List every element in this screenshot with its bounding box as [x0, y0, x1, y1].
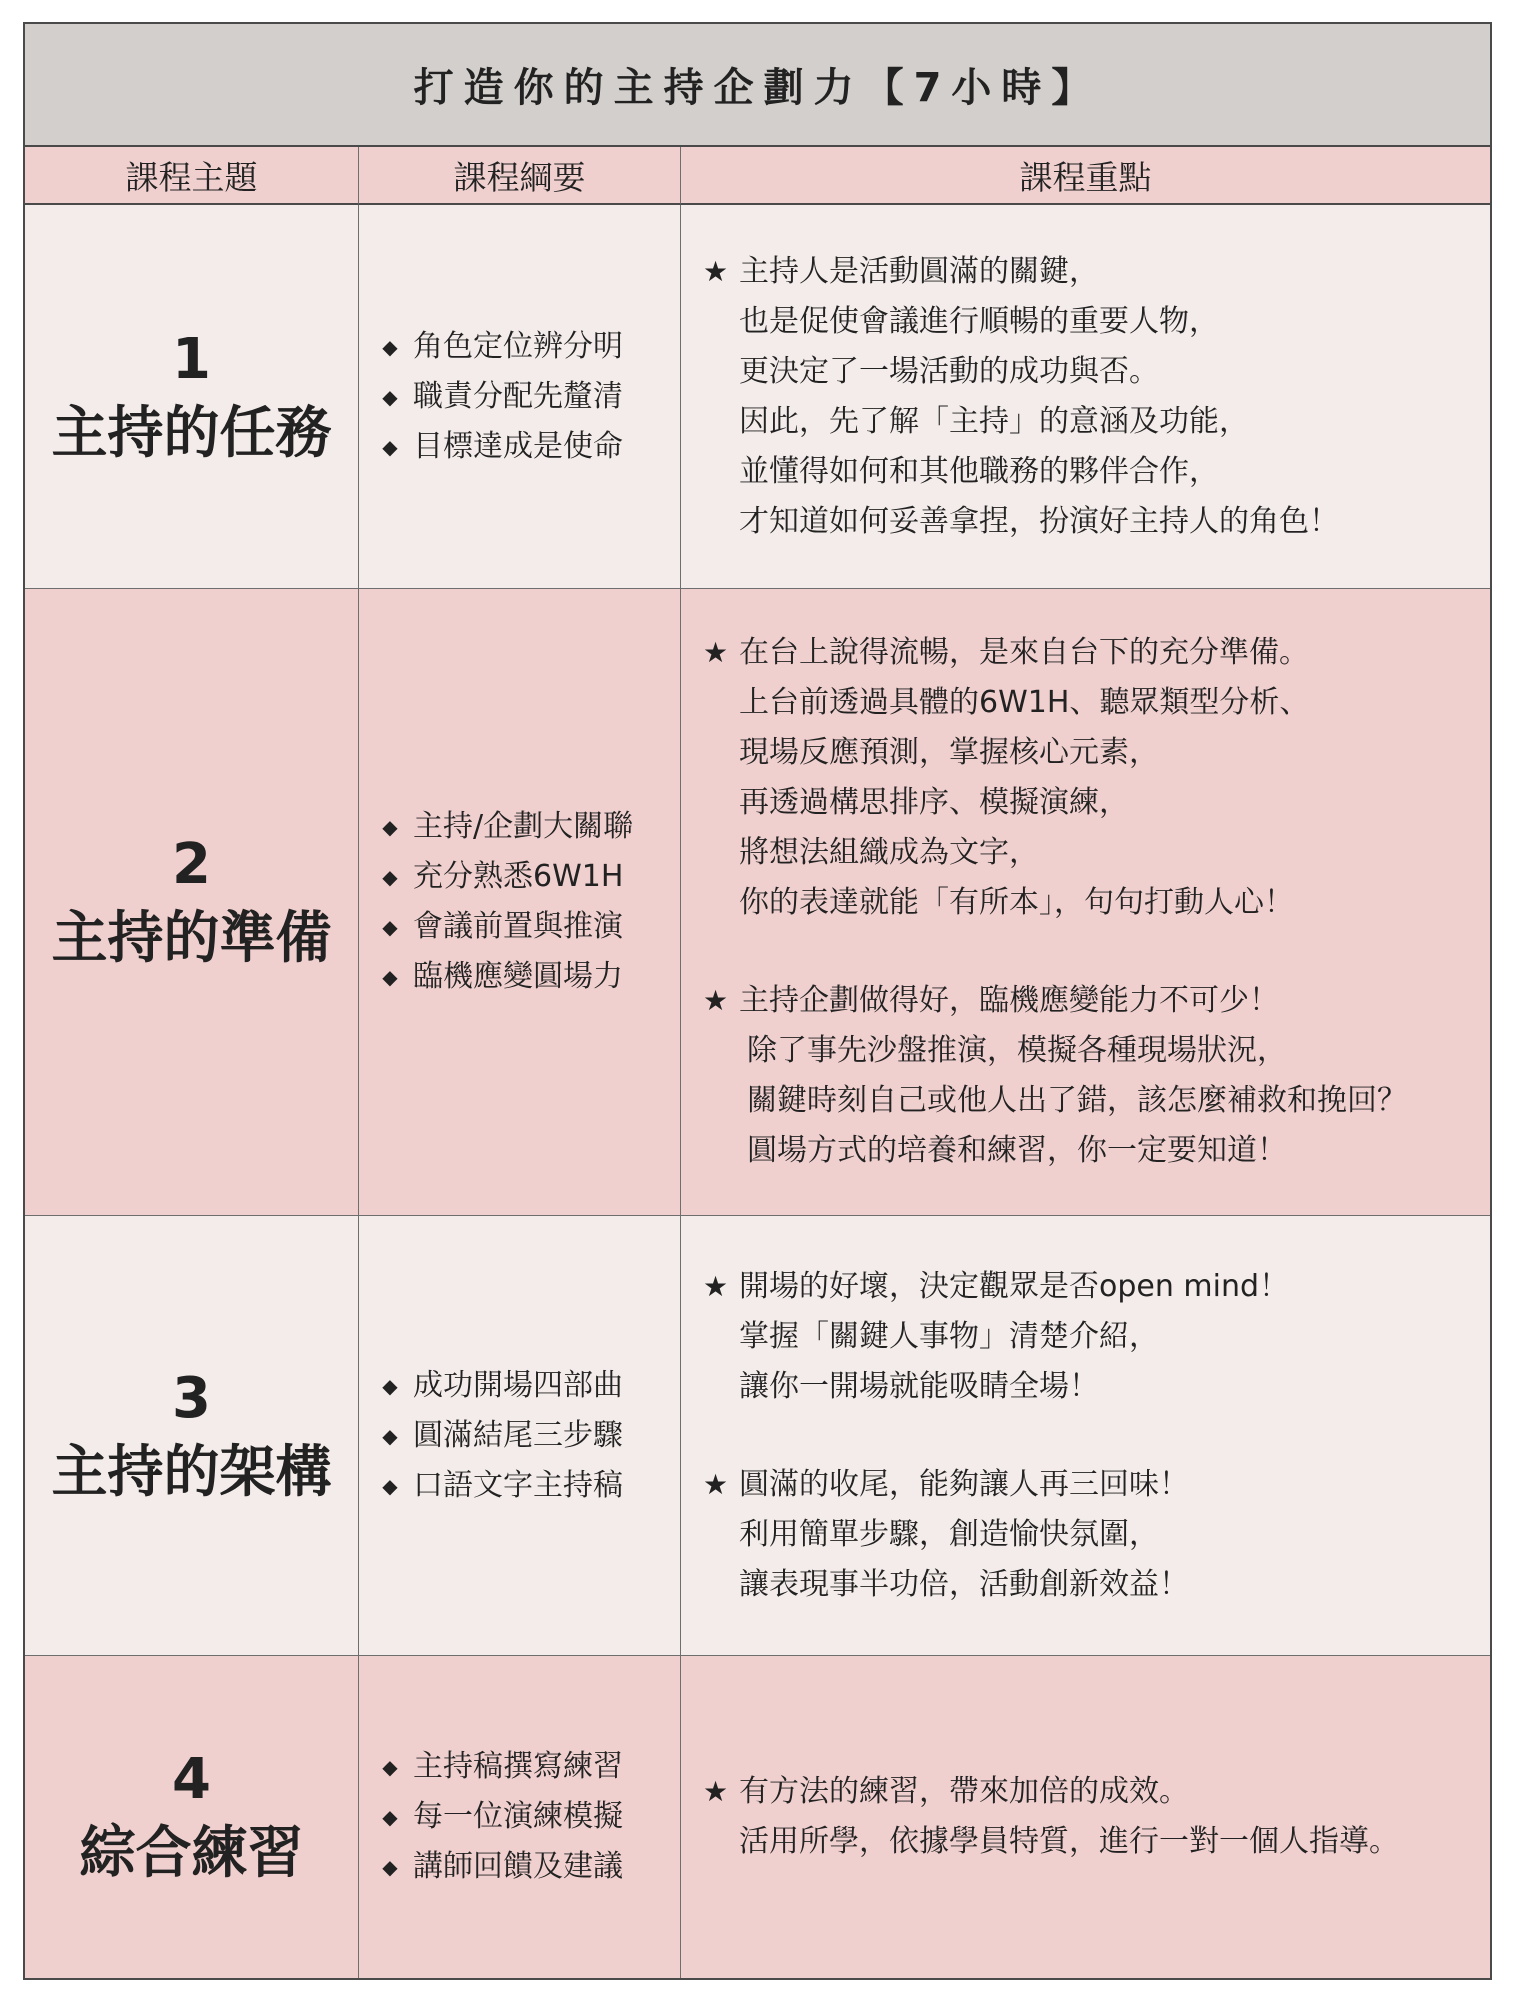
point-line [703, 976, 1490, 1026]
diamond-bullet-icon: ◆ [382, 334, 398, 359]
outline-list [381, 322, 680, 472]
outline-item-text: 職責分配先釐清 [413, 378, 623, 414]
outline-item [381, 372, 680, 422]
outline-item [381, 1842, 680, 1892]
outline-list [381, 802, 680, 1002]
point-text: 主持人是活動圓滿的關鍵， [739, 253, 1099, 289]
outline-item-text: 主持稿撰寫練習 [413, 1749, 623, 1784]
point-line [703, 1460, 1490, 1510]
outline-item [381, 802, 680, 852]
outline-cell [359, 205, 681, 589]
diamond-bullet-icon: ◆ [382, 1755, 398, 1779]
outline-item [381, 322, 680, 372]
star-icon: ★ [703, 636, 729, 669]
topic-name: 主持的準備 [51, 906, 332, 971]
point-block [703, 976, 1490, 1176]
point-line: 讓表現事半功倍，活動創新效益！ [739, 1566, 1189, 1602]
outline-item [381, 1411, 680, 1461]
outline-item-text: 口語文字主持稿 [413, 1467, 623, 1503]
outline-cell [359, 1216, 681, 1656]
outline-list [381, 1742, 680, 1892]
diamond-bullet-icon: ◆ [382, 1373, 398, 1398]
point-line: 並懂得如何和其他職務的夥伴合作， [739, 453, 1219, 489]
topic-number: 4 [172, 1747, 211, 1812]
topic-number: 3 [172, 1365, 211, 1431]
outline-item [381, 1361, 680, 1411]
point-block [703, 1460, 1490, 1610]
star-icon: ★ [703, 984, 729, 1017]
point-line: 才知道如何妥善拿捏，扮演好主持人的角色！ [739, 503, 1339, 539]
star-icon: ★ [703, 254, 729, 288]
point-line: 現場反應預測，掌握核心元素， [739, 735, 1159, 770]
diamond-bullet-icon: ◆ [382, 1805, 398, 1829]
header-outline: 課程綱要 [359, 147, 681, 205]
outline-cell [359, 589, 681, 1216]
diamond-bullet-icon: ◆ [382, 1423, 398, 1448]
outline-item-text: 充分熟悉6W1H [413, 859, 624, 894]
outline-item [381, 1461, 680, 1511]
outline-item-text: 圓滿結尾三步驟 [413, 1417, 623, 1453]
star-icon: ★ [703, 1775, 729, 1808]
point-line: 也是促使會議進行順暢的重要人物， [739, 303, 1219, 339]
point-text: 開場的好壞，決定觀眾是否open mind！ [739, 1268, 1290, 1304]
outline-item [381, 1792, 680, 1842]
diamond-bullet-icon: ◆ [382, 915, 398, 939]
topic-number: 1 [172, 326, 211, 392]
point-line: 再透過構思排序、模擬演練， [739, 785, 1129, 820]
topic-name: 綜合練習 [79, 1821, 304, 1886]
diamond-bullet-icon: ◆ [382, 1473, 398, 1498]
point-block [703, 247, 1490, 547]
point-text: 主持企劃做得好，臨機應變能力不可少！ [739, 983, 1279, 1018]
star-icon: ★ [703, 1269, 729, 1303]
outline-item-text: 角色定位辨分明 [413, 328, 623, 364]
point-block [703, 1262, 1490, 1412]
outline-item-text: 講師回饋及建議 [413, 1849, 623, 1884]
header-points: 課程重點 [681, 147, 1490, 205]
topic-cell [25, 1656, 359, 1978]
point-line: 除了事先沙盤推演，模擬各種現場狀況， [747, 1033, 1287, 1068]
point-line [703, 1262, 1490, 1312]
point-line: 活用所學，依據學員特質，進行一對一個人指導。 [739, 1824, 1399, 1859]
outline-item [381, 902, 680, 952]
topic-name: 主持的任務 [51, 400, 332, 466]
outline-item-text: 成功開場四部曲 [413, 1367, 623, 1403]
outline-list [381, 1361, 680, 1511]
point-line [703, 247, 1490, 297]
point-line: 關鍵時刻自己或他人出了錯，該怎麼補救和挽回？ [747, 1083, 1407, 1118]
point-text: 圓滿的收尾，能夠讓人再三回味！ [739, 1466, 1189, 1502]
point-block [703, 628, 1490, 928]
outline-item [381, 422, 680, 472]
point-text: 有方法的練習，帶來加倍的成效。 [739, 1774, 1189, 1809]
point-line: 因此，先了解「主持」的意涵及功能， [739, 403, 1249, 439]
point-line: 你的表達就能「有所本」，句句打動人心！ [739, 885, 1294, 920]
topic-cell [25, 205, 359, 589]
points-cell [681, 1656, 1490, 1978]
course-table [23, 22, 1492, 1980]
points-cell [681, 205, 1490, 589]
point-line [703, 628, 1490, 678]
points-cell [681, 1216, 1490, 1656]
outline-item-text: 臨機應變圓場力 [413, 959, 623, 994]
point-text: 在台上說得流暢，是來自台下的充分準備。 [739, 635, 1309, 670]
topic-cell [25, 589, 359, 1216]
outline-item [381, 1742, 680, 1792]
point-line: 將想法組織成為文字， [739, 835, 1039, 870]
outline-item [381, 952, 680, 1002]
outline-item-text: 會議前置與推演 [413, 909, 623, 944]
outline-cell [359, 1656, 681, 1978]
points-cell [681, 589, 1490, 1216]
outline-item-text: 目標達成是使命 [413, 428, 623, 464]
diamond-bullet-icon: ◆ [382, 865, 398, 889]
diamond-bullet-icon: ◆ [382, 965, 398, 989]
topic-name: 主持的架構 [51, 1439, 332, 1505]
outline-item-text: 主持/企劃大關聯 [413, 809, 634, 844]
point-line: 上台前透過具體的6W1H、聽眾類型分析、 [739, 685, 1310, 720]
outline-item [381, 852, 680, 902]
diamond-bullet-icon: ◆ [382, 1855, 398, 1879]
point-line: 圓場方式的培養和練習，你一定要知道！ [747, 1133, 1287, 1168]
outline-item-text: 每一位演練模擬 [413, 1799, 623, 1834]
topic-cell [25, 1216, 359, 1656]
star-icon: ★ [703, 1467, 729, 1501]
point-line: 利用簡單步驟，創造愉快氛圍， [739, 1516, 1159, 1552]
diamond-bullet-icon: ◆ [382, 434, 398, 459]
point-line: 讓你一開場就能吸睛全場！ [739, 1368, 1099, 1404]
course-title: 打造你的主持企劃力【7小時】 [25, 24, 1490, 147]
point-line [703, 1767, 1490, 1817]
topic-number: 2 [172, 832, 211, 897]
diamond-bullet-icon: ◆ [382, 384, 398, 409]
point-line: 更決定了一場活動的成功與否。 [739, 353, 1159, 389]
diamond-bullet-icon: ◆ [382, 815, 398, 839]
point-line: 掌握「關鍵人事物」清楚介紹， [739, 1318, 1159, 1354]
header-topic: 課程主題 [25, 147, 359, 205]
point-block [703, 1767, 1490, 1867]
